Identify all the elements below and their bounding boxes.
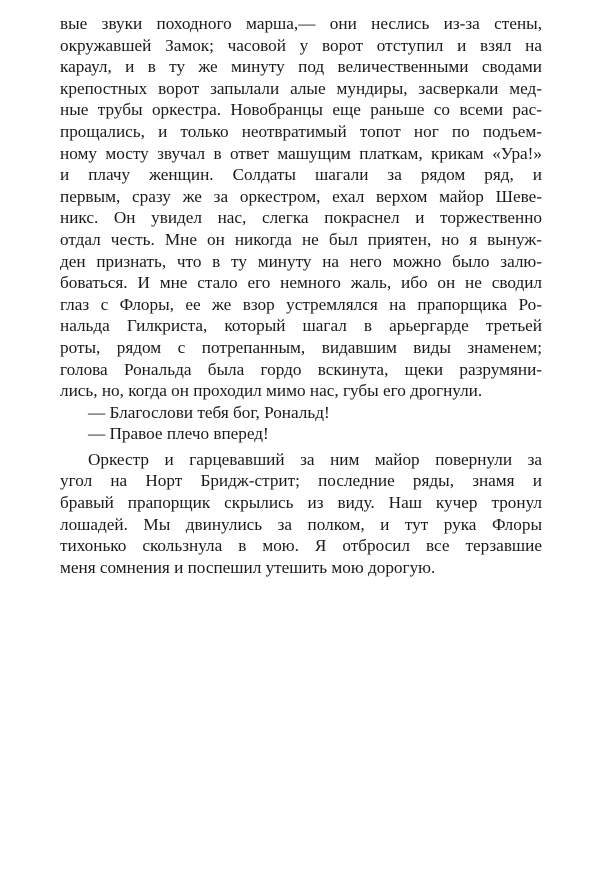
text-line: прощались, и только неотвратимый топот ног по подъем- [60, 121, 542, 141]
paragraph-2 [60, 449, 542, 579]
text-line: отдал честь. Мне он никогда не был приятен, но я вынуж- [60, 229, 542, 249]
text-line: бравый прапорщик скрылись из виду. Наш кучер тронул [60, 493, 542, 513]
text-line: глаз с Флоры, ее же взор устремлялся на прапорщика Ро- [60, 294, 542, 314]
text-line: ному мосту звучал в ответ машущим платкам, крикам «Ура!» [60, 143, 542, 163]
text-line: боваться. И мне стало его немного жаль, ибо он не сводил [60, 273, 542, 293]
dialogue-line-2 [60, 423, 542, 445]
text-line: угол на Норт Бридж-стрит; последние ряды, знамя и [60, 471, 542, 491]
text-line: Оркестр и гарцевавший за ним майор повернули за [88, 449, 542, 469]
text-line: крепостных ворот запылали алые мундиры, засверкали мед- [60, 78, 542, 98]
body-text [60, 13, 542, 578]
text-line: окружавшей Замок; часовой у ворот отступил и взял на [60, 35, 542, 55]
text-line: лошадей. Мы двинулись за полком, и тут рука Флоры [60, 514, 542, 534]
text-line: первым, сразу же за оркестром, ехал верхом майор Шеве- [60, 186, 542, 206]
text-line: роты, рядом с потрепанным, видавшим виды знаменем; [60, 337, 542, 357]
text-line: караул, и в ту же минуту под величественными сводами [60, 57, 542, 77]
text-line: — Правое плечо вперед! [88, 424, 269, 444]
dialogue-line-1 [60, 402, 542, 424]
text-line: нальда Гилкриста, который шагал в арьергарде третьей [60, 316, 542, 336]
text-line: лись, но, когда он проходил мимо нас, губы его дрогнули. [60, 381, 483, 401]
text-line: ден признать, что в ту минуту на него можно было залю- [60, 251, 542, 271]
text-line: тихонько скользнула в мою. Я отбросил все терзавшие [60, 536, 542, 556]
text-line: меня сомнения и поспешил утешить мою дорогую. [60, 557, 436, 577]
text-line: никс. Он увидел нас, слегка покраснел и торжественно [60, 208, 542, 228]
text-line: вые звуки походного марша,— они неслись из-за стены, [60, 14, 542, 33]
text-line: ные трубы оркестра. Новобранцы еще раньше со всеми рас- [60, 100, 542, 120]
text-line: — Благослови тебя бог, Рональд! [88, 402, 330, 422]
text-line: и плачу женщин. Солдаты шагали за рядом ряд, и [60, 165, 542, 185]
text-line: голова Рональда была гордо вскинута, щеки разрумяни- [60, 359, 542, 379]
paragraph-1 [60, 13, 542, 402]
